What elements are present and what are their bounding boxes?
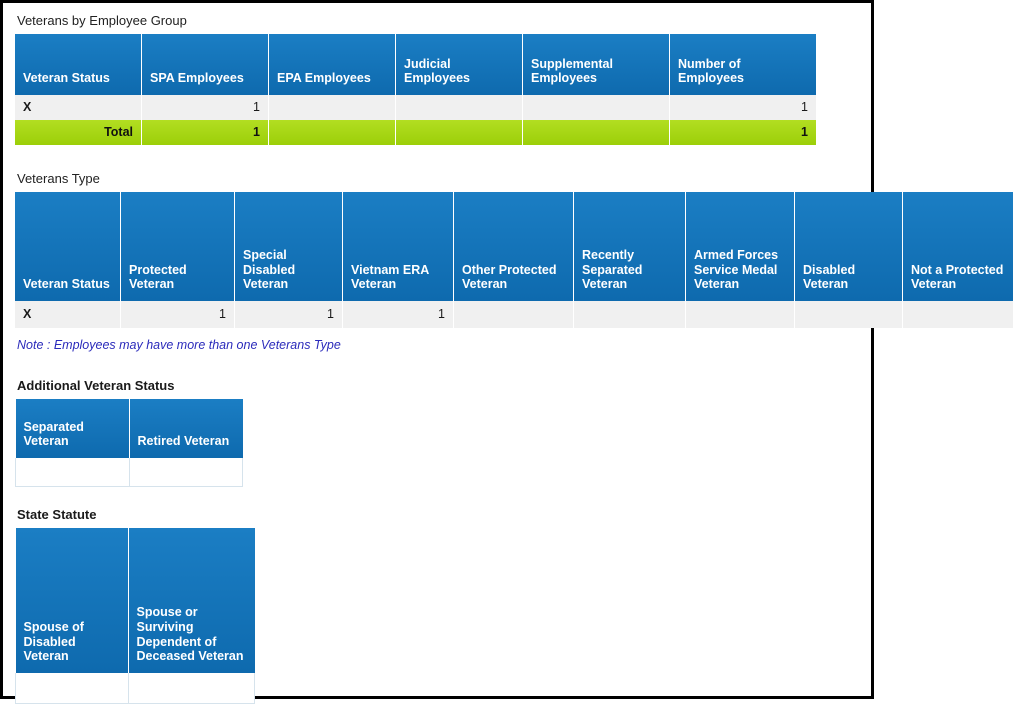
column-header-separated-veteran: Separated Veteran: [16, 399, 130, 458]
column-header-special-disabled-veteran: Special Disabled Veteran: [235, 192, 343, 301]
header-row: [16, 399, 243, 458]
section-title-veterans-type: Veterans Type: [17, 171, 859, 186]
column-header-armed-forces-service-medal-veteran: Armed Forces Service Medal Veteran: [686, 192, 795, 301]
table-header: [15, 192, 1013, 301]
cell-spouse-of-disabled-veteran: [16, 673, 129, 704]
report-content: [3, 3, 871, 704]
column-header-not-a-protected-veteran: Not a Protected Veteran: [903, 192, 1013, 301]
cell-spouse-or-surviving-dependent-of-deceased-veteran: [128, 673, 255, 704]
additional-veteran-status-table: [15, 399, 243, 487]
column-header-spouse-or-surviving-dependent-of-deceased-veteran: Spouse or Surviving Dependent of Deceased Veteran: [128, 528, 255, 673]
header-row: [16, 528, 255, 673]
table-row: [16, 458, 243, 487]
column-header-supplemental-employees: Supplemental Employees: [523, 34, 670, 95]
section-spacer: [15, 352, 859, 378]
cell-supplemental-employees: [523, 95, 670, 120]
veterans-type-table: [15, 192, 1013, 328]
table-header: [15, 34, 816, 95]
section-title-state-statute: State Statute: [17, 507, 859, 522]
cell-total-epa: [269, 120, 396, 145]
cell-total-spa: 1: [142, 120, 269, 145]
cell-veteran-status: X: [15, 301, 121, 328]
cell-other-protected-veteran: [454, 301, 574, 328]
column-header-veteran-status: Veteran Status: [15, 192, 121, 301]
state-statute-table: [15, 528, 255, 704]
column-header-retired-veteran: Retired Veteran: [129, 399, 243, 458]
cell-armed-forces-service-medal-veteran: [686, 301, 795, 328]
header-row: [15, 34, 816, 95]
cell-separated-veteran: [16, 458, 130, 487]
cell-disabled-veteran: [795, 301, 903, 328]
column-header-number-of-employees: Number of Employees: [670, 34, 817, 95]
section-spacer: [15, 487, 859, 507]
column-header-vietnam-era-veteran: Vietnam ERA Veteran: [343, 192, 454, 301]
table-total-row: [15, 120, 816, 145]
section-title-veterans-by-employee-group: Veterans by Employee Group: [17, 13, 859, 28]
column-header-spouse-of-disabled-veteran: Spouse of Disabled Veteran: [16, 528, 129, 673]
section-spacer: [15, 145, 859, 171]
column-header-veteran-status: Veteran Status: [15, 34, 142, 95]
cell-vietnam-era-veteran: 1: [343, 301, 454, 328]
cell-total-judicial: [396, 120, 523, 145]
cell-total-supplemental: [523, 120, 670, 145]
table-row: [16, 673, 255, 704]
table-body: [16, 673, 255, 704]
cell-spa-employees: 1: [142, 95, 269, 120]
column-header-protected-veteran: Protected Veteran: [121, 192, 235, 301]
header-row: [15, 192, 1013, 301]
table-body: [15, 301, 1013, 328]
column-header-recently-separated-veteran: Recently Separated Veteran: [574, 192, 686, 301]
table-row: [15, 301, 1013, 328]
table-body: [16, 458, 243, 487]
cell-veteran-status: X: [15, 95, 142, 120]
cell-total-label: Total: [15, 120, 142, 145]
cell-judicial-employees: [396, 95, 523, 120]
column-header-other-protected-veteran: Other Protected Veteran: [454, 192, 574, 301]
table-header: [16, 528, 255, 673]
cell-total-number-of-employees: 1: [670, 120, 817, 145]
cell-not-a-protected-veteran: [903, 301, 1013, 328]
table-body: [15, 95, 816, 145]
section-title-additional-veteran-status: Additional Veteran Status: [17, 378, 859, 393]
column-header-disabled-veteran: Disabled Veteran: [795, 192, 903, 301]
cell-recently-separated-veteran: [574, 301, 686, 328]
cell-special-disabled-veteran: 1: [235, 301, 343, 328]
table-header: [16, 399, 243, 458]
veterans-type-note: Note : Employees may have more than one Veterans Type: [17, 338, 859, 352]
cell-protected-veteran: 1: [121, 301, 235, 328]
column-header-spa-employees: SPA Employees: [142, 34, 269, 95]
column-header-epa-employees: EPA Employees: [269, 34, 396, 95]
cell-number-of-employees: 1: [670, 95, 817, 120]
column-header-judicial-employees: Judicial Employees: [396, 34, 523, 95]
table-row: [15, 95, 816, 120]
cell-epa-employees: [269, 95, 396, 120]
cell-retired-veteran: [129, 458, 243, 487]
veterans-by-employee-group-table: [15, 34, 816, 145]
